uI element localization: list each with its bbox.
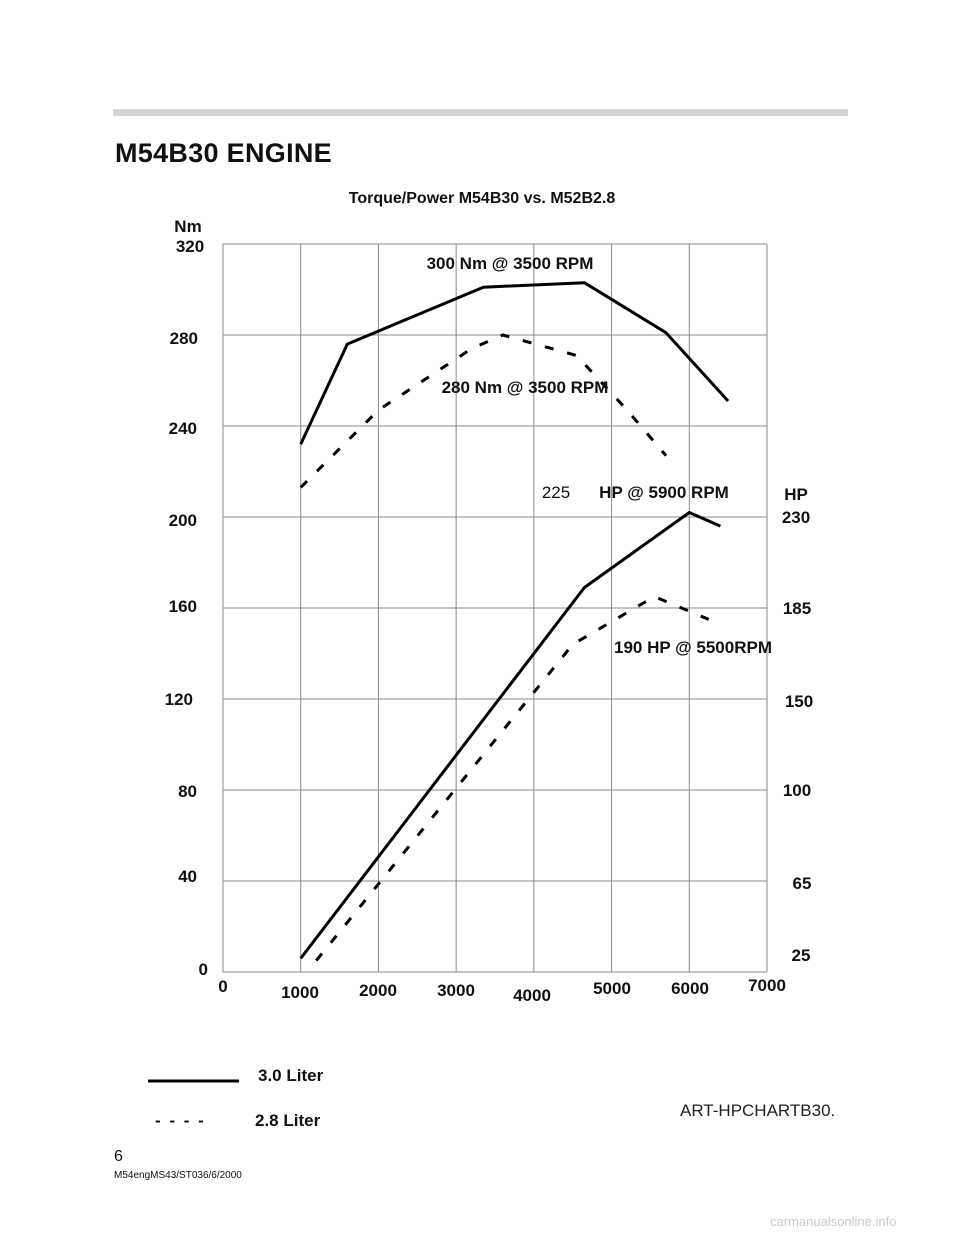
right-y-tick-label: 65: [792, 874, 812, 893]
left-y-tick-label: 280: [169, 329, 198, 348]
left-axis-top-label: 320: [175, 237, 205, 256]
chart-ticks-group: [165, 329, 814, 1005]
doc-id: M54engMS43/ST036/6/2000: [114, 1170, 242, 1181]
x-tick-label: 6000: [671, 979, 709, 998]
x-tick-label: 3000: [437, 981, 475, 1000]
watermark: carmanualsonline.info: [770, 1214, 897, 1229]
chart-annotations-group: [427, 254, 772, 657]
art-code: ART-HPCHARTB30.: [680, 1101, 836, 1120]
page-heading: M54B30 ENGINE: [115, 138, 332, 168]
right-y-tick-label: 150: [784, 692, 814, 711]
right-axis-top-label: 230: [781, 508, 811, 527]
legend-2-8-liter: 2.8 Liter: [255, 1111, 321, 1130]
x-tick-label: 1000: [281, 983, 319, 1002]
left-y-tick-label: 40: [178, 867, 197, 886]
right-y-tick-label: 25: [791, 946, 811, 965]
chart-title: Torque/Power M54B30 vs. M52B2.8: [348, 190, 616, 207]
left-y-tick-label: 160: [168, 597, 197, 616]
x-tick-label: 5000: [593, 979, 631, 998]
right-axis-label: HP: [784, 485, 808, 504]
left-y-tick-label: 120: [164, 690, 193, 709]
legend-3-0-liter: 3.0 Liter: [258, 1066, 324, 1085]
series-line-2: [301, 513, 721, 959]
left-y-tick-label: 200: [168, 511, 197, 530]
series-line-0: [301, 283, 728, 445]
annotation-label: 300 Nm @ 3500 RPM: [426, 254, 594, 273]
left-y-tick-label: 240: [168, 419, 197, 438]
annotation-label: HP @ 5900 RPM: [599, 483, 729, 502]
left-y-tick-label: 0: [198, 960, 208, 979]
left-y-tick-label: 80: [178, 782, 197, 801]
annotation-label: 225: [541, 483, 571, 502]
legend-dashed-swatch: - - - -: [155, 1111, 206, 1130]
left-axis-label: Nm: [174, 217, 202, 236]
page-number: 6: [114, 1148, 123, 1165]
right-y-tick-label: 100: [782, 781, 812, 800]
right-y-tick-label: 185: [782, 599, 812, 618]
x-tick-label: 4000: [513, 986, 551, 1005]
annotation-label: 190 HP @ 5500RPM: [613, 638, 773, 657]
annotation-label: 280 Nm @ 3500 RPM: [441, 378, 609, 397]
x-tick-label: 0: [218, 977, 228, 996]
x-tick-label: 7000: [748, 976, 786, 995]
x-tick-label: 2000: [359, 981, 397, 1000]
